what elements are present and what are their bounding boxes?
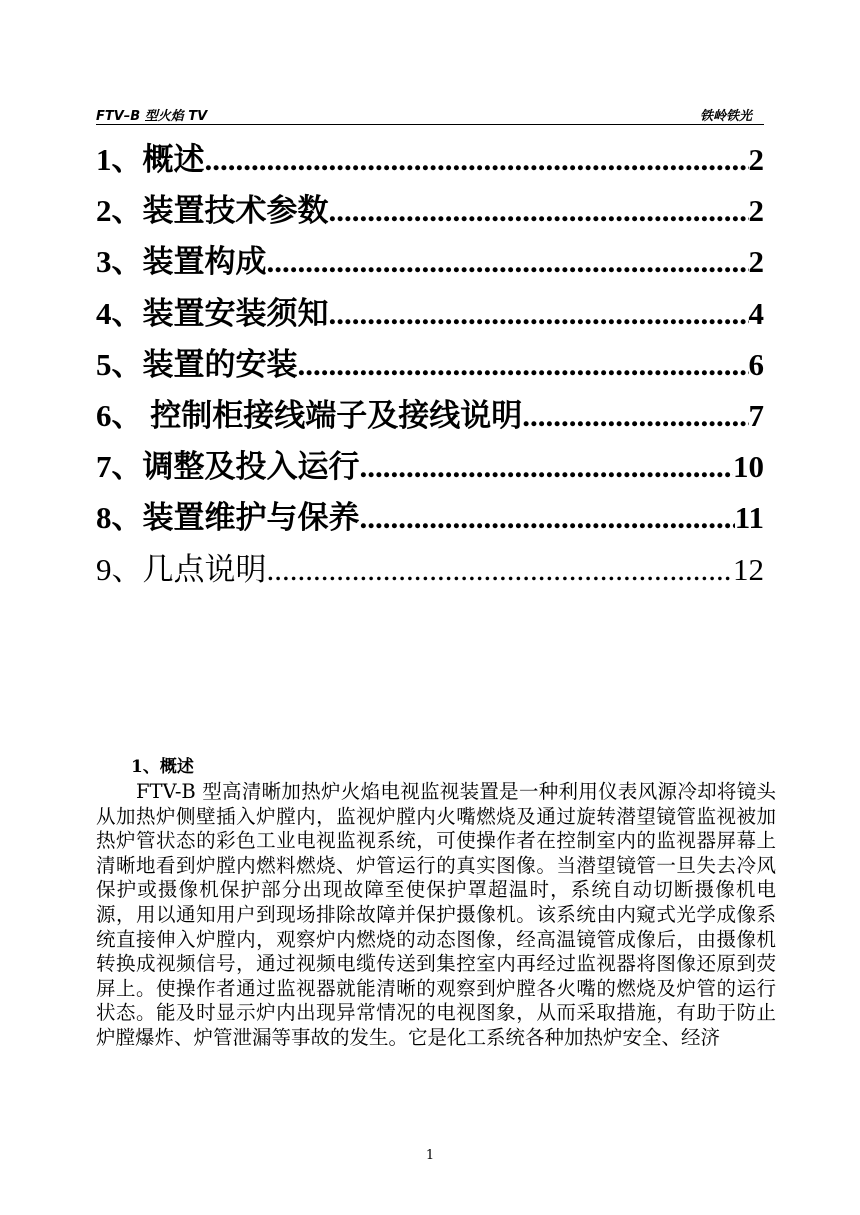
toc-entry[interactable]	[96, 134, 764, 185]
toc-entry-page: 6	[748, 346, 764, 382]
toc-entry-title: 3、装置构成	[96, 244, 267, 280]
toc-entry-title: 9、几点说明	[96, 551, 267, 587]
toc-entry-page: 4	[748, 295, 764, 331]
toc-leader-dots	[267, 552, 734, 588]
page-number: 1	[425, 1148, 435, 1163]
toc-entry[interactable]	[96, 544, 764, 595]
toc-entry[interactable]	[96, 185, 764, 236]
toc-leader-dots	[522, 398, 748, 434]
section-body-paragraph: FTV-B 型高清晰加热炉火焰电视监视装置是一种利用仪表风源冷却将镜头从加热炉侧壁插入炉膛内，监视炉膛内火嘴燃烧及通过旋转潜望镜管监视被加热炉管状态的彩色工业电视监视系统，可使操作者在控制室内的监视器屏幕上清晰地看到炉膛内燃料燃烧、炉管运行的真实图像。当潜望镜管一旦失去冷风保护或摄像机保护部分出现故障至使保护罩超温时，系统自动切断摄像机电源，用以通知用户到现场排除故障并保护摄像机。该系统由内窥式光学成像系统直接伸入炉膛内，观察炉内燃烧的动态图像，经高温镜管成像后，由摄像机转换成视频信号，通过视频电缆传送到集控室内再经过监视器将图像还原到荧屏上。使操作者通过监视器就能清晰的观察到炉膛各火嘴的燃烧及炉管的运行状态。能及时显示炉内出现异常情况的电视图象，从而采取措施，有助于防止炉膛爆炸、炉管泄漏等事故的发生。它是化工系统各种加热炉安全、经济	[96, 780, 776, 1049]
table-of-contents	[96, 134, 764, 595]
toc-entry[interactable]	[96, 288, 764, 339]
overview-section	[96, 755, 776, 1051]
toc-entry-page: 2	[748, 142, 764, 177]
toc-entry[interactable]	[96, 339, 764, 390]
toc-entry-title: 6、 控制柜接线端子及接线说明	[96, 397, 523, 433]
toc-leader-dots	[360, 500, 735, 536]
toc-entry-title: 5、装置的安装	[96, 346, 298, 382]
toc-entry-page: 2	[748, 244, 764, 280]
toc-entry[interactable]	[96, 441, 764, 492]
toc-leader-dots	[298, 347, 749, 383]
toc-leader-dots	[329, 296, 749, 332]
toc-entry-page: 10	[733, 449, 764, 485]
toc-entry-page: 2	[748, 193, 764, 229]
toc-leader-dots	[329, 193, 749, 229]
toc-leader-dots	[267, 244, 749, 280]
header-product-title: FTV–B 型火焰 TV	[96, 109, 208, 124]
toc-entry-page: 12	[733, 551, 764, 587]
toc-entry-title: 4、装置安装须知	[96, 295, 329, 331]
toc-entry-title: 8、装置维护与保养	[96, 500, 360, 536]
toc-entry-title: 2、装置技术参数	[96, 193, 329, 229]
toc-leader-dots	[205, 142, 749, 178]
toc-entry[interactable]	[96, 390, 764, 441]
toc-entry[interactable]	[96, 492, 764, 543]
section-heading: 1、概述	[131, 757, 194, 777]
toc-entry-page: 7	[748, 397, 764, 433]
header-company-name: 铁岭铁光	[699, 109, 752, 124]
toc-entry-page: 11	[734, 500, 764, 536]
toc-entry-title: 1、概述	[96, 142, 205, 177]
toc-leader-dots	[360, 449, 734, 485]
toc-entry-title: 7、调整及投入运行	[96, 449, 360, 485]
toc-entry[interactable]	[96, 236, 764, 287]
page-header	[96, 104, 764, 125]
